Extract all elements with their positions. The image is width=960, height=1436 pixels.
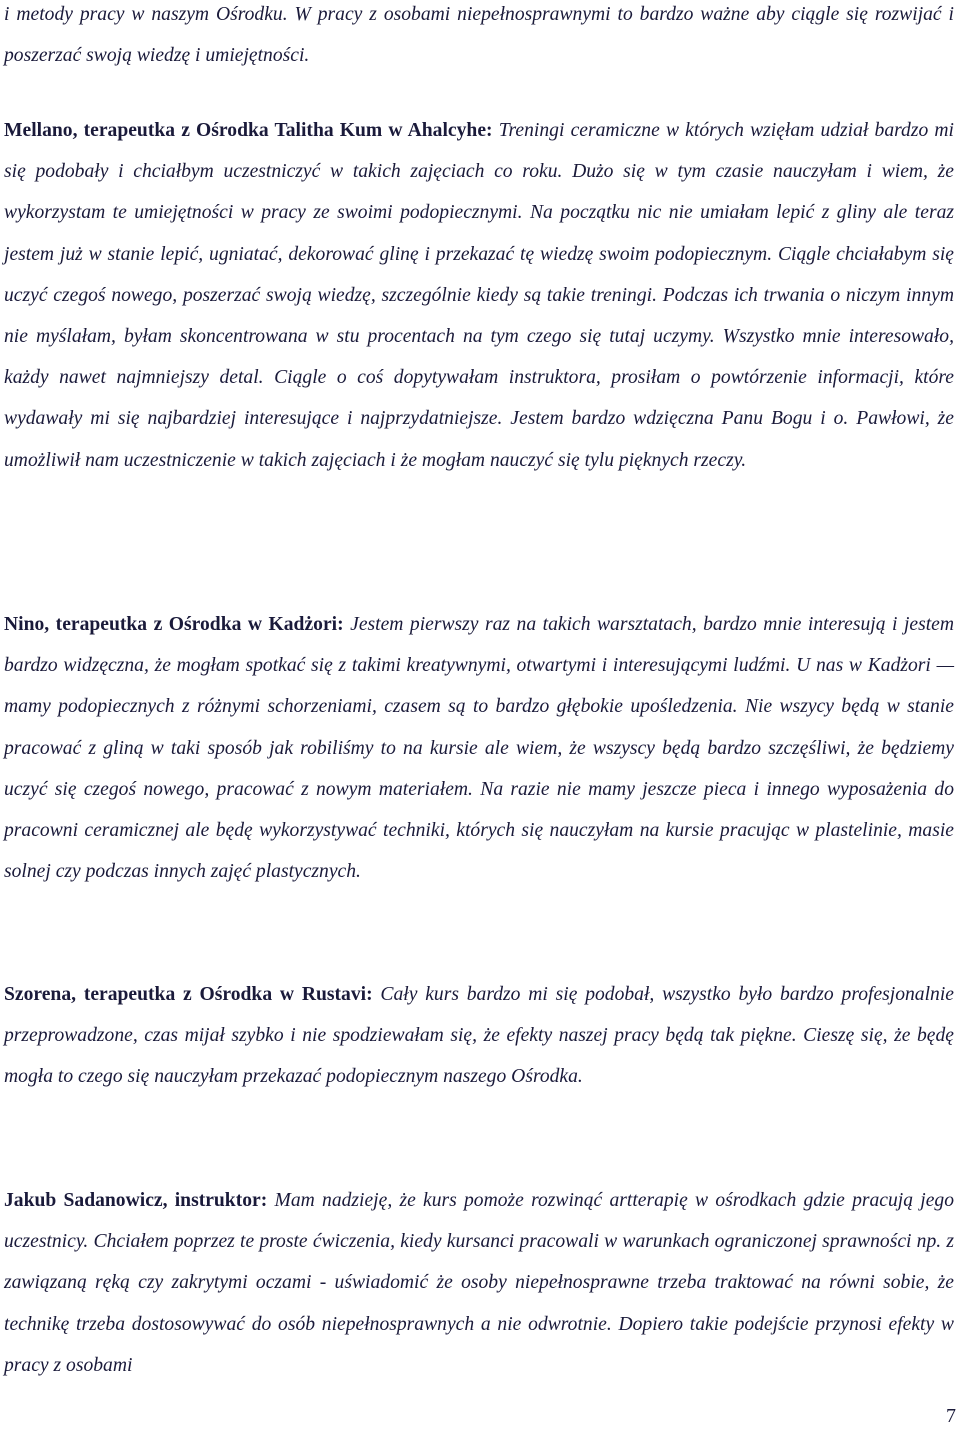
page-number: 7 [946, 1405, 956, 1427]
paragraph-intro [4, 0, 954, 76]
paragraph-mellano [4, 110, 954, 481]
speaker-jakub: Jakub Sadanowicz, instruktor: [4, 1190, 268, 1211]
paragraph-jakub [4, 1180, 954, 1386]
paragraph-nino-body: Jestem pierwszy raz na takich warsztatach, bardzo mnie interesują i jestem bardzo widzęczna, że mogłam spotkać się z takimi kreatywnymi, otwartymi i interesującymi ludźmi. U nas w Kadżori — mamy podopiecznych z różnymi schorzeniami, czasem są to bardzo głębokie upośledzenia. Nie wszycy będą w stanie pracować z gliną w taki sposób jak robiliśmy to na kursie ale wiem, że wszyscy będą bardzo szczęśliwi, że będziemy uczyć się czegoś nowego, pracować z nowym materiałem. Na razie nie mamy jeszcze pieca i innego wyposażenia do pracowni ceramicznej ale będę wykorzystywać techniki, których się nauczyłam na kursie pracując w plastelinie, masie solnej czy podczas innych zajęć plastycznych. [4, 614, 955, 883]
speaker-nino: Nino, terapeutka z Ośrodka w Kadżori: [4, 614, 344, 635]
paragraph-nino [4, 604, 954, 892]
paragraph-szorena [4, 974, 954, 1098]
paragraph-mellano-body: Treningi ceramiczne w których wzięłam udział bardzo mi się podobały i chciałbym uczestniczyć w takich zajęciach co roku. Dużo się w tym czasie nauczyłam i wiem, że wykorzystam te umiejętności w pracy ze swoimi podopiecznymi. Na początku nic nie umiałam lepić z gliny ale teraz jestem już w stanie lepić, ugniatać, dekorować glinę i przekazać tę wiedzę swoim podopiecznym. Ciągle chciałabym się uczyć czegoś nowego, poszerzać swoją wiedzę, szczególnie kiedy są takie treningi. Podczas ich trwania o niczym innym nie myślałam, byłam skoncentrowana w stu procentach na tym czego się tutaj uczymy. Wszystko mnie interesowało, każdy nawet najmniejszy detal. Ciągle o coś dopytywałam instruktora, prosiłam o powtórzenie informacji, które wydawały mi się najbardziej interesujące i najprzydatniejsze. Jestem bardzo wdzięczna Panu Bogu i o. Pawłowi, że umożliwił nam uczestniczenie w takich zajęciach i że mogłam nauczyć się tylu pięknych rzeczy. [4, 120, 954, 471]
paragraph-intro-body: i metody pracy w naszym Ośrodku. W pracy z osobami niepełnosprawnymi to bardzo ważne aby ciągle się rozwijać i poszerzać swoją wiedzę i umiejętności. [4, 4, 954, 67]
speaker-szorena: Szorena, terapeutka z Ośrodka w Rustavi: [4, 984, 373, 1005]
paragraph-szorena-body: Cały kurs bardzo mi się podobał, wszystko było bardzo profesjonalnie przeprowadzone, czas mijał szybko i nie spodziewałam się, że efekty naszej pracy będą tak piękne. Cieszę się, że będę mogła to czego się nauczyłam przekazać podopiecznym naszego Ośrodka. [4, 984, 954, 1088]
speaker-mellano: Mellano, terapeutka z Ośrodka Talitha Kum w Ahalcyhe: [4, 120, 493, 141]
paragraph-jakub-body: Mam nadzieję, że kurs pomoże rozwinąć artterapię w ośrodkach gdzie pracują jego uczestnicy. Chciałem poprzez te proste ćwiczenia, kiedy kursanci pracowali w warunkach ograniczonej sprawności np. z zawiązaną ręką czy zakrytymi oczami - uświadomić że osoby niepełnosprawne trzeba traktować na równi sobie, że technikę trzeba dostosowywać do osób niepełnosprawnych a nie odwrotnie. Dopiero takie podejście przynosi efekty w pracy z osobami [4, 1190, 955, 1376]
